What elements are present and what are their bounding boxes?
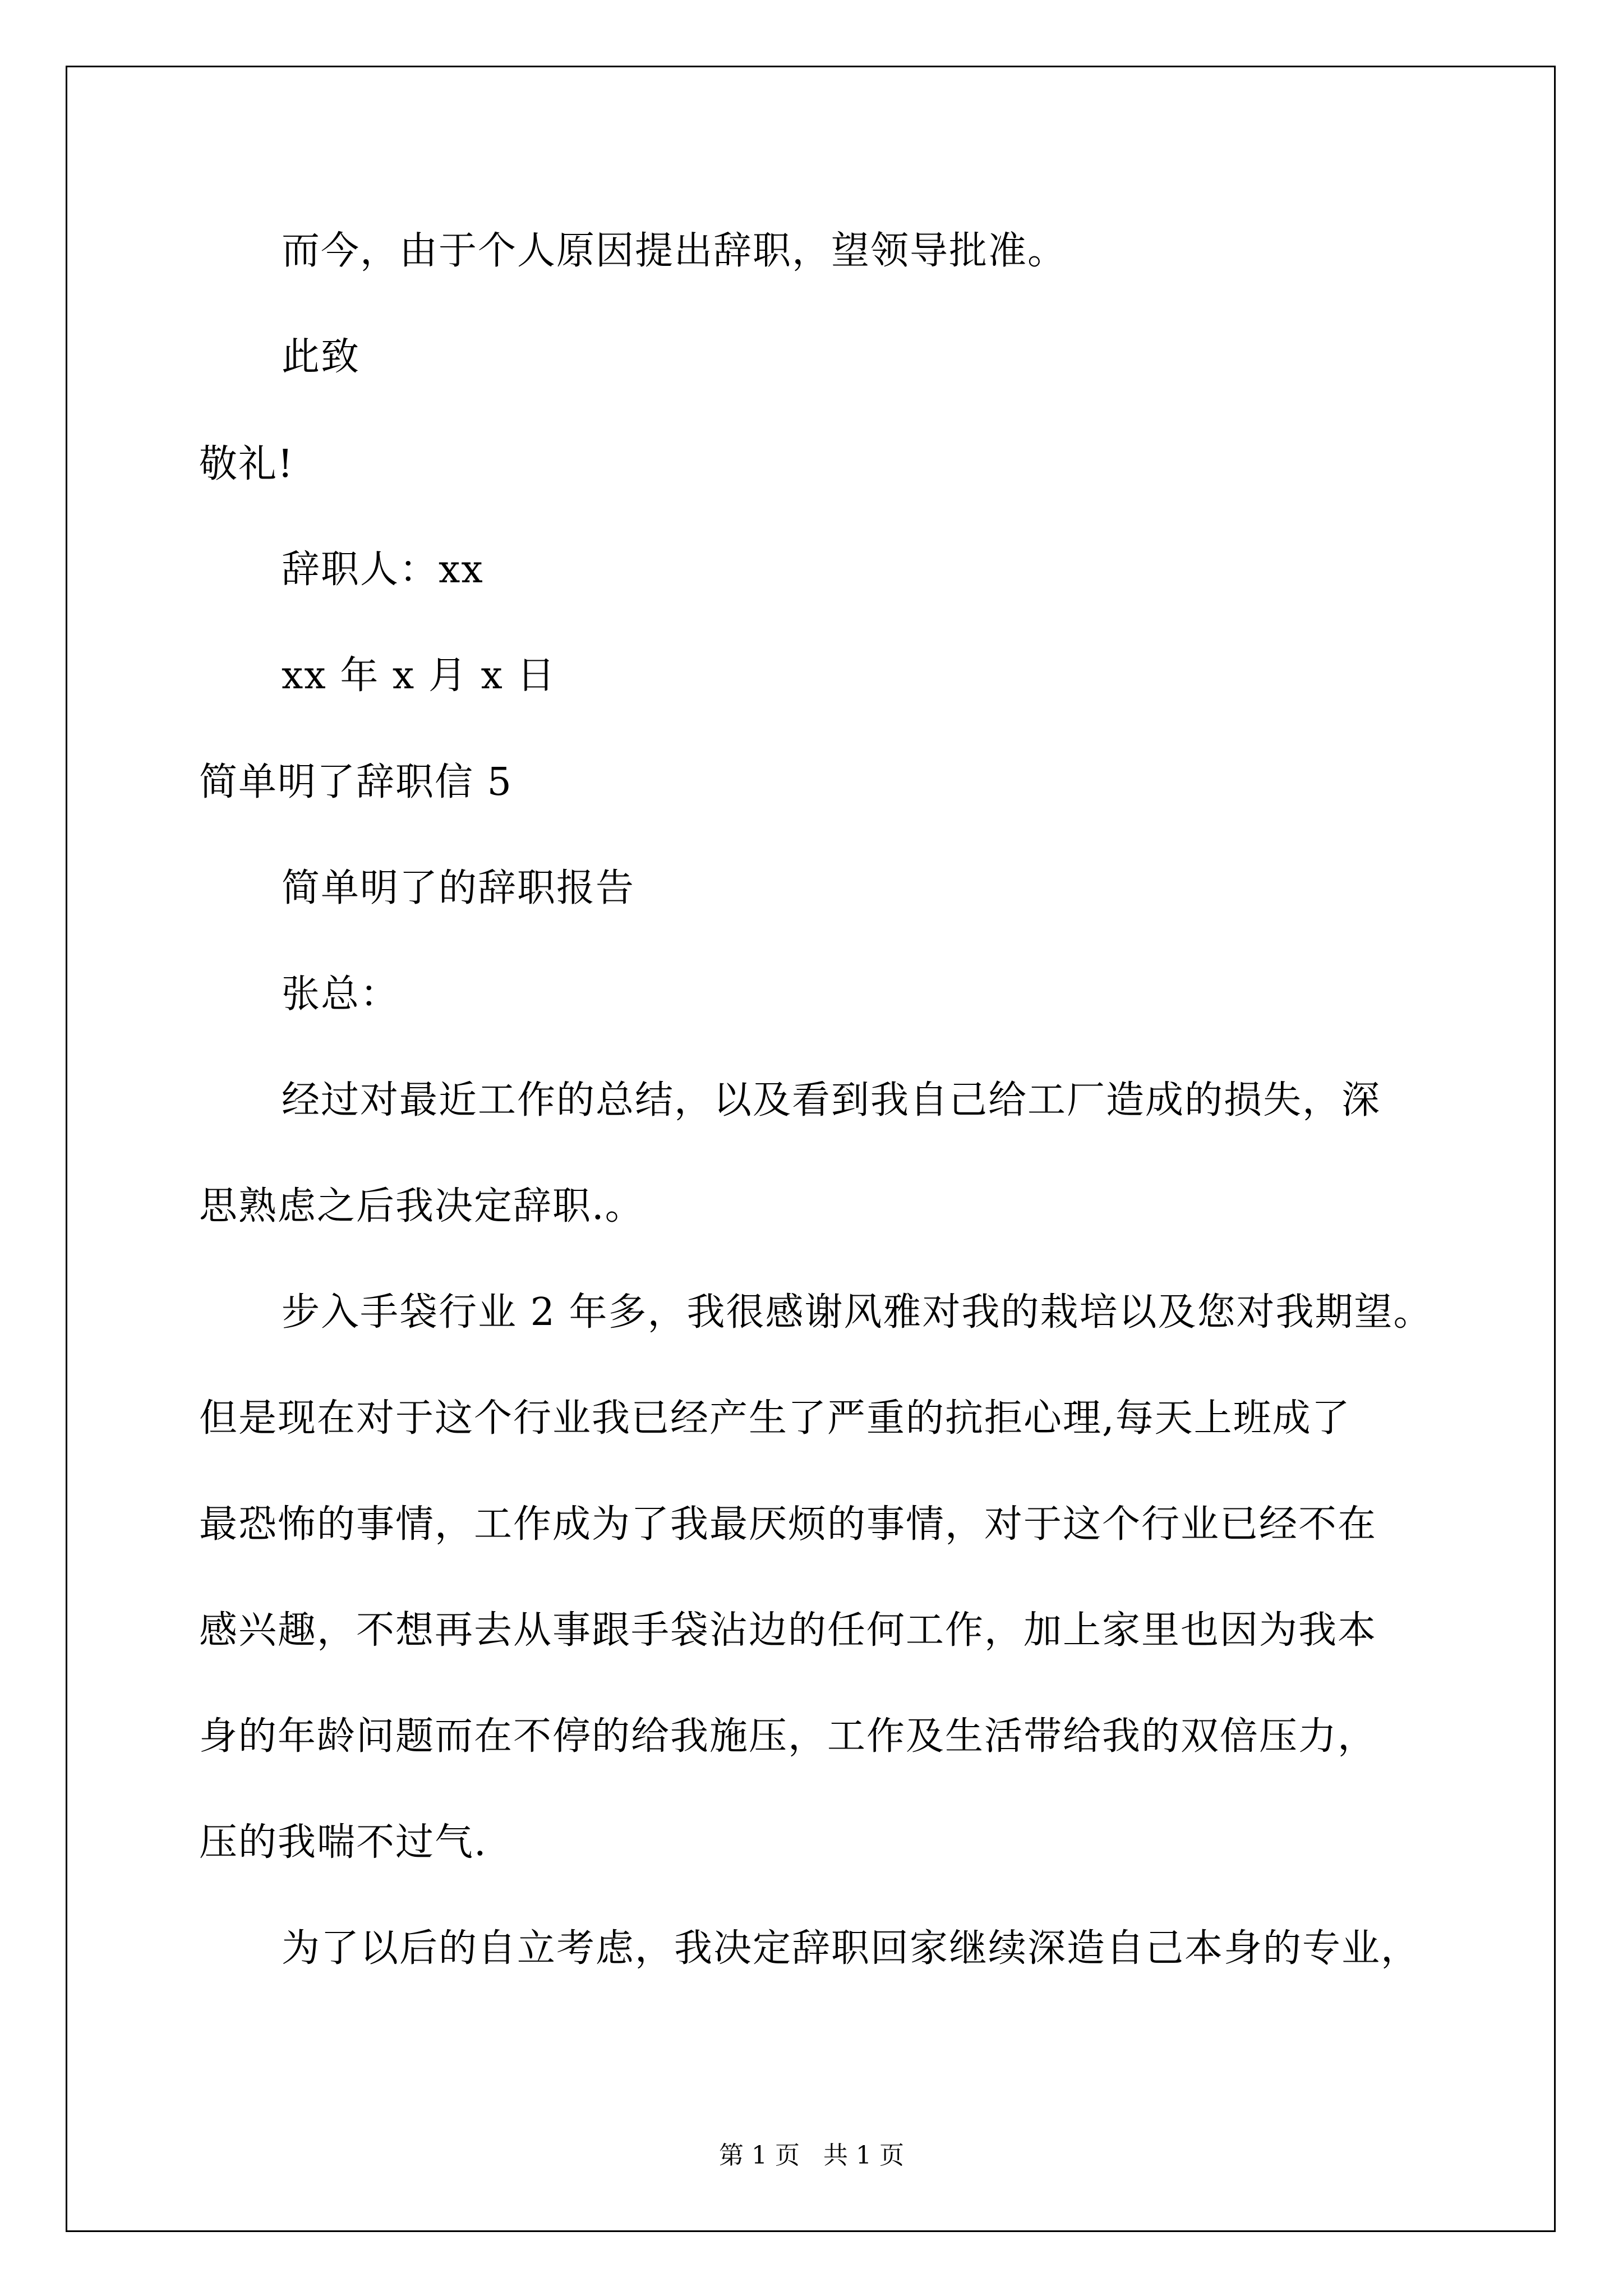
text-line-12: 但是现在对于这个行业我已经产生了严重的抗拒心理,每天上班成了 xyxy=(199,1396,1351,1441)
salutation: 张总： xyxy=(282,972,400,1016)
page-border xyxy=(66,66,1556,2232)
text-line-9: 经过对最近工作的总结，以及看到我自己给工厂造成的损失，深 xyxy=(282,1078,1381,1122)
text-line-11: 步入手袋行业 2 年多，我很感谢风雅对我的栽培以及您对我期望。 xyxy=(282,1290,1433,1335)
text-line-13: 最恐怖的事情，工作成为了我最厌烦的事情，对于这个行业已经不在 xyxy=(199,1502,1377,1547)
text-line-5: xx 年 x 月 x 日 xyxy=(282,654,556,698)
text-line-3: 敬礼! xyxy=(199,442,294,486)
text-line-4: 辞职人：xx xyxy=(282,547,484,592)
page-footer xyxy=(0,2140,1623,2171)
text-line-2: 此致 xyxy=(282,335,361,379)
text-line-10: 思熟虑之后我决定辞职.。 xyxy=(199,1184,644,1228)
text-line-17: 为了以后的自立考虑，我决定辞职回家继续深造自己本身的专业， xyxy=(282,1926,1421,1971)
page-total: 共 1 页 xyxy=(823,2141,904,2170)
text-line-1: 而今，由于个人原因提出辞职，望领导批准。 xyxy=(282,229,1067,273)
section-heading: 简单明了辞职信 5 xyxy=(199,760,513,804)
page-current: 第 1 页 xyxy=(719,2141,800,2170)
text-line-14: 感兴趣，不想再去从事跟手袋沾边的任何工作，加上家里也因为我本 xyxy=(199,1608,1377,1653)
text-line-15: 身的年龄问题而在不停的给我施压，工作及生活带给我的双倍压力， xyxy=(199,1714,1377,1759)
text-line-16: 压的我喘不过气. xyxy=(199,1820,487,1865)
report-title: 简单明了的辞职报告 xyxy=(282,866,635,910)
